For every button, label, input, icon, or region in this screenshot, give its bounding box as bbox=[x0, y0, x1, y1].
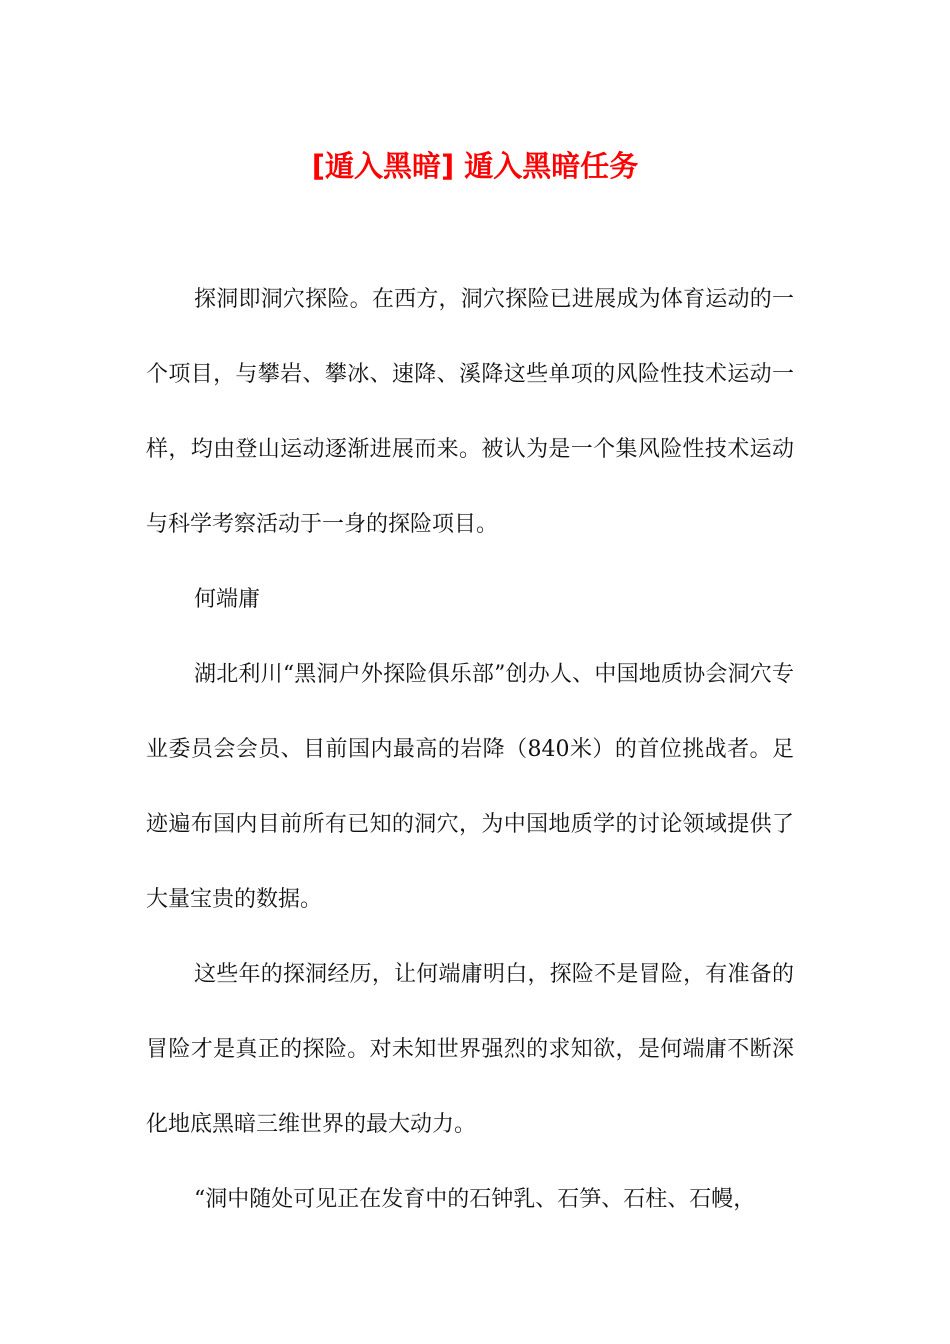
paragraph-name: 何端庸 bbox=[194, 587, 261, 612]
document-body bbox=[146, 262, 794, 1237]
paragraph-experience: 这些年的探洞经历，让何端庸明白，探险不是冒险，有准备的冒险才是真正的探险。对未知世界强烈的求知欲，是何端庸不断深化地底黑暗三维世界的最大动力。 bbox=[146, 962, 794, 1137]
paragraph-bio: 湖北利川“黑洞户外探险俱乐部”创办人、中国地质协会洞穴专业委员会会员、目前国内最高的岩降（840米）的首位挑战者。足迹遍布国内目前所有已知的洞穴，为中国地质学的讨论领域提供了大量宝贵的数据。 bbox=[146, 662, 794, 912]
paragraph-intro: 探洞即洞穴探险。在西方，洞穴探险已进展成为体育运动的一个项目，与攀岩、攀冰、速降、溪降这些单项的风险性技术运动一样，均由登山运动逐渐进展而来。被认为是一个集风险性技术运动与科学考察活动于一身的探险项目。 bbox=[146, 287, 794, 537]
paragraph-quote: “洞中随处可见正在发育中的石钟乳、石笋、石柱、石幔， bbox=[194, 1187, 756, 1212]
document-title: [遁入黑暗] 遁入黑暗任务 bbox=[311, 149, 639, 183]
